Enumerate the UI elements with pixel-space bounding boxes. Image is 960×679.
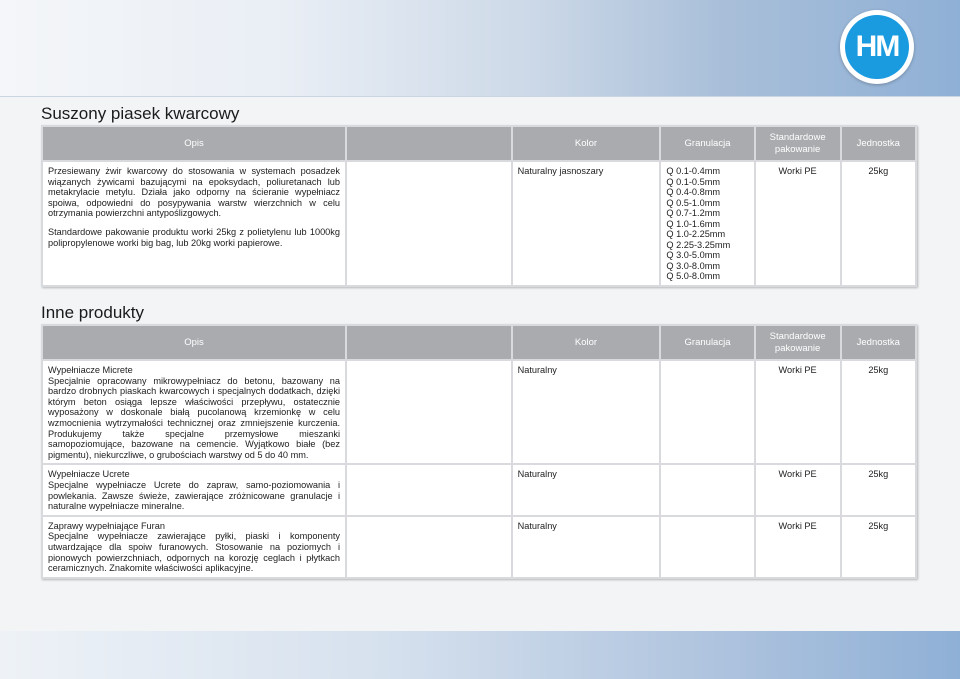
granulation-cell: [661, 517, 753, 577]
granulation-cell: [661, 361, 753, 463]
unit-cell: 25kg: [842, 517, 915, 577]
packaging-cell: Worki PE: [756, 361, 840, 463]
table-header-row: [43, 326, 915, 359]
granulation-item: Q 0.1-0.4mm: [666, 166, 720, 176]
color-cell: Naturalny: [513, 517, 660, 577]
granulation-item: Q 1.0-1.6mm: [666, 218, 720, 229]
table-row: [43, 361, 915, 463]
product-description: [43, 162, 345, 285]
product-description: [43, 465, 345, 514]
unit-cell: 25kg: [842, 361, 915, 463]
product-name: Wypełniacze Ucrete: [48, 469, 130, 480]
blank-cell: [347, 465, 511, 514]
packaging-cell: Worki PE: [756, 517, 840, 577]
color-cell: Naturalny jasnoszary: [513, 162, 660, 285]
header-pakowanie: Standardowe pakowanie: [756, 127, 840, 160]
other-products-table: [41, 324, 917, 579]
blank-cell: [347, 162, 511, 285]
table-row: [43, 517, 915, 577]
product-name: Wypełniacze Micrete: [48, 365, 133, 375]
granulation-item: Q 1.0-2.25mm: [666, 229, 726, 239]
section-title-other-products: Inne produkty: [41, 303, 145, 322]
company-logo: [840, 10, 914, 84]
header-kolor: Kolor: [513, 127, 660, 160]
header-pakowanie: Standardowe pakowanie: [756, 326, 840, 359]
product-name: Zaprawy wypełniające Furan: [48, 520, 165, 531]
granulation-item: Q 3.0-5.0mm: [666, 250, 720, 260]
granulation-item: Q 3.0-8.0mm: [666, 260, 720, 271]
dried-quartz-sand-table: [41, 125, 917, 287]
unit-cell: 25kg: [842, 162, 915, 285]
product-description: [43, 361, 345, 463]
blank-cell: [347, 517, 511, 577]
header-band: [0, 0, 960, 97]
packaging-cell: Worki PE: [756, 162, 840, 285]
granulation-item: Q 0.4-0.8mm: [666, 187, 720, 197]
color-cell: Naturalny: [513, 465, 660, 514]
header-granulacja: Granulacja: [661, 326, 753, 359]
header-opis: Opis: [43, 127, 345, 160]
section-title-dried-quartz-sand: Suszony piasek kwarcowy: [41, 104, 240, 123]
logo-text: HM: [845, 15, 909, 79]
granulation-cell: [661, 465, 753, 514]
unit-cell: 25kg: [842, 465, 915, 514]
product-text: Specjalne wypełniacze zawierające pyłki, piaski i komponenty utwardzające dla spoiw furanowych. Stosowanie na poziomych i pionowych powierzchniach, odpornych na korozję ceglach i płytkach ceramicznych. Znakomite właściwości aplikacyjne.: [48, 531, 340, 574]
header-opis: Opis: [43, 326, 345, 359]
packaging-paragraph: Standardowe pakowanie produktu worki 25kg z polietylenu lub 1000kg polipropylenowe worki big bag, lub 20kg worki papierowe.: [48, 226, 340, 248]
description-paragraph: Przesiewany żwir kwarcowy do stosowania w systemach posadzek wiązanych żywicami bazującymi na epoksydach, poliuretanach lub metakrylacie metylu. Działa jako odporny na ścieranie wypełniacz spoiwa, odpowiedni do posypywania warstw wierzchnich w celu otrzymania powierzchni antypoślizgowych.: [48, 166, 340, 219]
blank-cell: [347, 361, 511, 463]
footer-band: [0, 631, 960, 679]
header-granulacja: Granulacja: [661, 127, 753, 160]
header-blank: [347, 127, 511, 160]
granulation-list: [661, 162, 753, 285]
color-cell: Naturalny: [513, 361, 660, 463]
header-jednostka: Jednostka: [842, 127, 915, 160]
packaging-cell: Worki PE: [756, 465, 840, 514]
product-description: [43, 517, 345, 577]
product-text: Specjalnie opracowany mikrowypełniacz do betonu, bazowany na bardzo drobnych piaskach kwarcowych i specjalnych dodatkach, dzięki którym beton osiąga lepsze właściwości przepływu, ostatecznie wyposażony w doskonale białą pucolanową krzemionkę w celu wzmocnienia wytrzymałości technicznej oraz zmniejszenie kurczenia. Produkujemy także specjalne przemysłowe mieszanki samopoziomujące, bazowane na cemencie. Wyjątkowo białe (bez pigmentu), niekurczliwe, o grubościach warstwy od 5 do 40 mm.: [48, 375, 340, 460]
header-jednostka: Jednostka: [842, 326, 915, 359]
table-row: [43, 162, 915, 285]
granulation-item: Q 5.0-8.0mm: [666, 271, 720, 281]
header-blank: [347, 326, 511, 359]
product-text: Specjalne wypełniacze Ucrete do zapraw, samo-poziomowania i powlekania. Zawsze świeże, zawierające zróżnicowane granulacje i naturalne wypełniacze mineralne.: [48, 479, 340, 512]
granulation-item: Q 0.1-0.5mm: [666, 176, 720, 187]
granulation-item: Q 2.25-3.25mm: [666, 239, 731, 250]
granulation-item: Q 0.5-1.0mm: [666, 197, 720, 208]
header-kolor: Kolor: [513, 326, 660, 359]
table-header-row: [43, 127, 915, 160]
table-row: [43, 465, 915, 514]
granulation-item: Q 0.7-1.2mm: [666, 208, 720, 218]
